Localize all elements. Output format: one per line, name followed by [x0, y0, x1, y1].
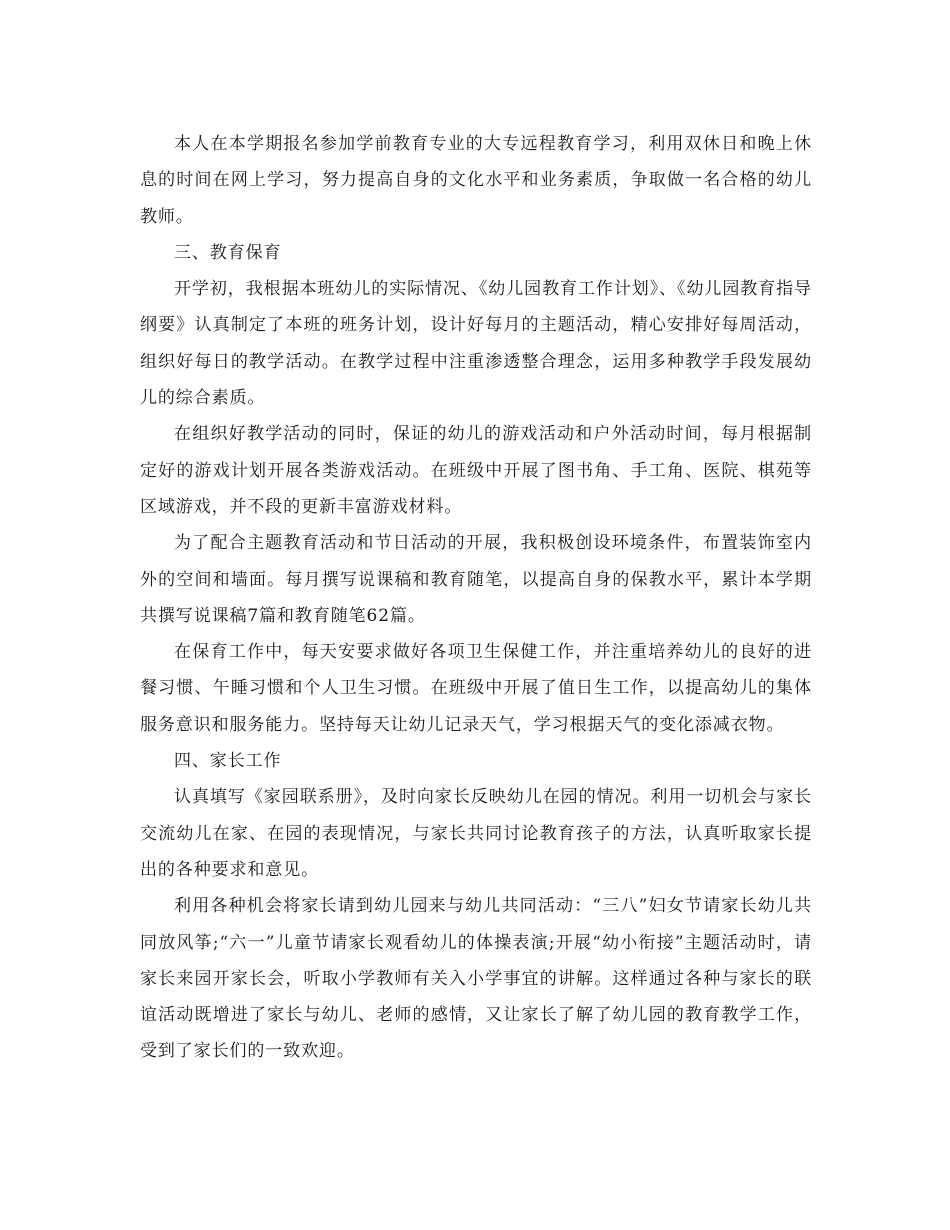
paragraph-term-start: 开学初，我根据本班幼儿的实际情况、《幼儿园教育工作计划》、《幼儿园教育指导纲要》认真制定了本班的班务计划，设计好每月的主题活动，精心安排好每周活动，组织好每日的教学活动。在教学过程中注重渗透整合理念，运用多种教学手段发展幼儿的综合素质。	[140, 279, 812, 409]
paragraph-study: 本人在本学期报名参加学前教育专业的大专远程教育学习，利用双休日和晚上休息的时间在网上学习，努力提高自身的文化水平和业务素质，争取做一名合格的幼儿教师。	[140, 134, 812, 227]
paragraph-care-work: 在保育工作中，每天安要求做好各项卫生保健工作，并注重培养幼儿的良好的进餐习惯、午睡习惯和个人卫生习惯。在班级中开展了值日生工作，以提高幼儿的集体服务意识和服务能力。坚持每天让幼儿记录天气，学习根据天气的变化添减衣物。	[140, 642, 812, 735]
paragraph-games: 在组织好教学活动的同时，保证的幼儿的游戏活动和户外活动时间，每月根据制定好的游戏计划开展各类游戏活动。在班级中开展了图书角、手工角、医院、棋苑等区域游戏，并不段的更新丰富游戏材料。	[140, 424, 812, 517]
section-heading-education-care: 三、教育保育	[174, 242, 282, 263]
paragraph-environment: 为了配合主题教育活动和节日活动的开展，我积极创设环境条件，布置装饰室内外的空间和墙面。每月撰写说课稿和教育随笔，以提高自身的保教水平，累计本学期共撰写说课稿7篇和教育随笔62篇。	[140, 533, 812, 626]
paragraph-contact-book: 认真填写《家园联系册》，及时向家长反映幼儿在园的情况。利用一切机会与家长交流幼儿在家、在园的表现情况，与家长共同讨论教育孩子的方法，认真听取家长提出的各种要求和意见。	[140, 787, 812, 880]
document-body	[140, 126, 812, 1070]
section-heading-parent-work: 四、家长工作	[174, 751, 282, 772]
paragraph-parent-activities: 利用各种机会将家长请到幼儿园来与幼儿共同活动：“三八”妇女节请家长幼儿共同放风筝;“六一”儿童节请家长观看幼儿的体操表演;开展“幼小衔接”主题活动时，请家长来园开家长会，听取小学教师有关入小学事宜的讲解。这样通过各种与家长的联谊活动既增进了家长与幼儿、老师的感情，又让家长了解了幼儿园的教育教学工作，受到了家长们的一致欢迎。	[140, 896, 812, 1062]
